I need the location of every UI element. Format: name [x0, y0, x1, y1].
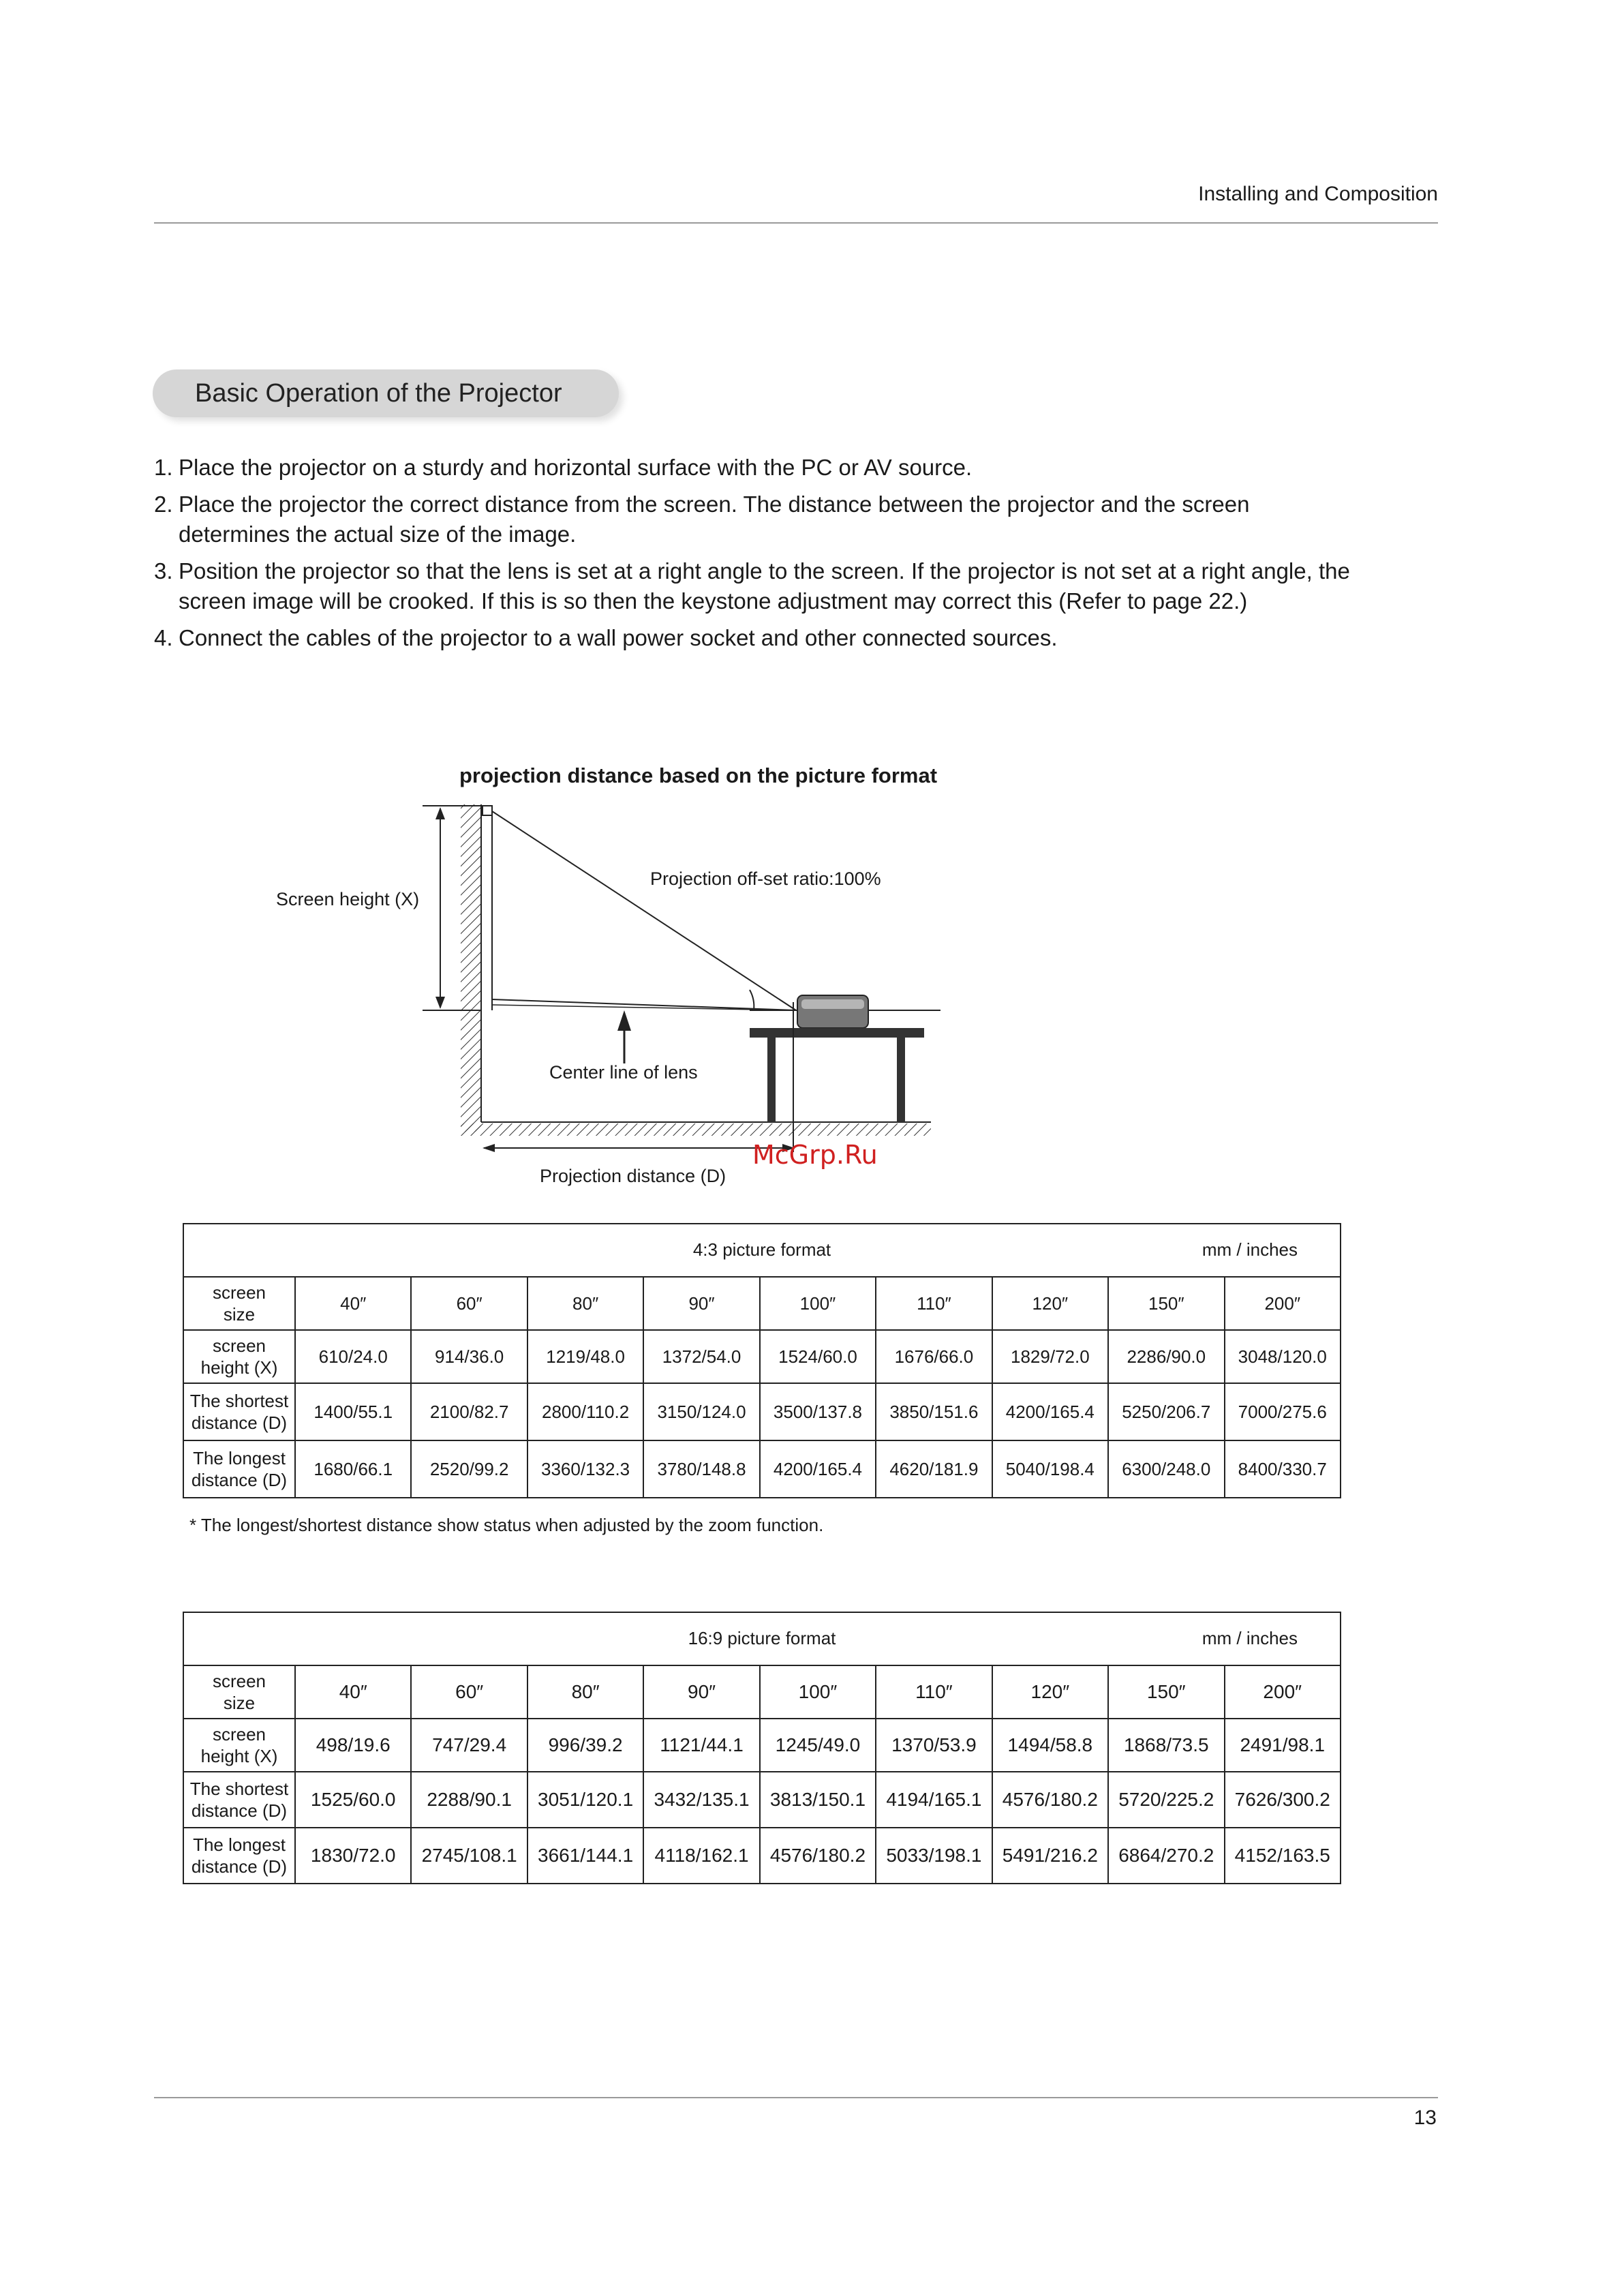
row-label: screen height (X) [183, 1330, 295, 1383]
table-cell: 1829/72.0 [992, 1330, 1108, 1383]
format-title: 16:9 picture format [688, 1628, 836, 1648]
table-cell: 1370/53.9 [876, 1719, 992, 1772]
table-title-row [183, 1612, 1341, 1665]
table-cell: 1830/72.0 [295, 1828, 411, 1884]
table-cell: 2491/98.1 [1225, 1719, 1341, 1772]
table-cell: 1676/66.0 [876, 1330, 992, 1383]
size-cell: 100″ [760, 1665, 876, 1719]
table-cell: 3850/151.6 [876, 1383, 992, 1440]
size-cell: 60″ [411, 1277, 527, 1330]
table-cell: 1525/60.0 [295, 1772, 411, 1828]
step-text: Place the projector the correct distance from the screen. The distance between the projector and the screen determines the actual size of the image. [179, 492, 1250, 547]
table-cell: 7626/300.2 [1225, 1772, 1341, 1828]
page-number: 13 [1413, 2106, 1437, 2129]
wall [461, 804, 481, 1132]
size-cell: 80″ [527, 1665, 643, 1719]
angle-arc [750, 990, 754, 1010]
table-cell: 8400/330.7 [1225, 1440, 1341, 1498]
header-rule [154, 222, 1438, 224]
list-item [154, 623, 1353, 653]
table-leg-left [767, 1038, 776, 1122]
table-cell: 7000/275.6 [1225, 1383, 1341, 1440]
table-cell: 610/24.0 [295, 1330, 411, 1383]
table-cell: 3500/137.8 [760, 1383, 876, 1440]
row-label: screen size [183, 1665, 295, 1719]
table-row [183, 1719, 1341, 1772]
size-cell: 110″ [876, 1665, 992, 1719]
table-cell: 1494/58.8 [992, 1719, 1108, 1772]
list-item [154, 489, 1353, 549]
table-cell: 4118/162.1 [643, 1828, 759, 1884]
table-cell: 3432/135.1 [643, 1772, 759, 1828]
table-title-row [183, 1224, 1341, 1277]
table-cell: 2520/99.2 [411, 1440, 527, 1498]
table-16-9 [183, 1612, 1341, 1884]
row-label: screen size [183, 1277, 295, 1330]
table-cell: 4152/163.5 [1225, 1828, 1341, 1884]
table-cell: 4576/180.2 [760, 1828, 876, 1884]
table-row [183, 1772, 1341, 1828]
table-4-3 [183, 1223, 1341, 1498]
format-title: 4:3 picture format [692, 1239, 831, 1260]
table-row [183, 1330, 1341, 1383]
step-number: 3. [154, 558, 173, 584]
step-number: 2. [154, 492, 173, 517]
step-text: Place the projector on a sturdy and horizontal surface with the PC or AV source. [179, 455, 973, 480]
table-row [183, 1828, 1341, 1884]
row-label: The longest distance (D) [183, 1828, 295, 1884]
size-cell: 60″ [411, 1665, 527, 1719]
table-row [183, 1383, 1341, 1440]
table-cell: 2100/82.7 [411, 1383, 527, 1440]
unit-label: mm / inches [1202, 1239, 1298, 1260]
table-cell: 5250/206.7 [1108, 1383, 1224, 1440]
table-cell: 1400/55.1 [295, 1383, 411, 1440]
distance-arrow-left [483, 1144, 495, 1152]
table-cell: 1121/44.1 [643, 1719, 759, 1772]
table-cell: 2288/90.1 [411, 1772, 527, 1828]
table-cell: 2745/108.1 [411, 1828, 527, 1884]
list-item [154, 556, 1353, 616]
offset-ratio-label: Projection off-set ratio:100% [650, 868, 881, 889]
size-cell: 40″ [295, 1277, 411, 1330]
table-cell: 3360/132.3 [527, 1440, 643, 1498]
table-cell: 6300/248.0 [1108, 1440, 1224, 1498]
height-arrow-up [435, 807, 445, 819]
table-cell: 3051/120.1 [527, 1772, 643, 1828]
table-cell: 1524/60.0 [760, 1330, 876, 1383]
footer-rule [154, 2097, 1438, 2098]
step-text: Position the projector so that the lens is set at a right angle to the screen. If the projector is not set at a right angle, the screen image will be crooked. If this is so then the keystone adjustment may correct this (Refer to page 22.) [179, 558, 1350, 614]
row-label: screen height (X) [183, 1719, 295, 1772]
screen-top-marker [483, 806, 492, 815]
center-arrow-head [617, 1010, 631, 1031]
running-header: Installing and Composition [1198, 183, 1438, 205]
table-cell: 2286/90.0 [1108, 1330, 1224, 1383]
table-cell: 3813/150.1 [760, 1772, 876, 1828]
table-cell: 3150/124.0 [643, 1383, 759, 1440]
section-title-pill [153, 369, 619, 417]
size-cell: 40″ [295, 1665, 411, 1719]
table-cell: 1868/73.5 [1108, 1719, 1224, 1772]
watermark: McGrp.Ru [752, 1140, 878, 1170]
table-cell: 2800/110.2 [527, 1383, 643, 1440]
height-arrow-down [435, 997, 445, 1009]
size-cell: 200″ [1225, 1665, 1341, 1719]
table-cell: 1372/54.0 [643, 1330, 759, 1383]
size-cell: 110″ [876, 1277, 992, 1330]
table-cell: 1680/66.1 [295, 1440, 411, 1498]
table-cell: 4620/181.9 [876, 1440, 992, 1498]
table-cell: 996/39.2 [527, 1719, 643, 1772]
row-label: The shortest distance (D) [183, 1772, 295, 1828]
projector-highlight [801, 999, 864, 1009]
table-row [183, 1665, 1341, 1719]
floor [461, 1123, 931, 1136]
table-row [183, 1277, 1341, 1330]
size-cell: 90″ [643, 1277, 759, 1330]
step-text: Connect the cables of the projector to a wall power socket and other connected sources. [179, 625, 1058, 650]
center-line-label: Center line of lens [549, 1062, 698, 1083]
footnote: * The longest/shortest distance show status when adjusted by the zoom function. [189, 1515, 824, 1535]
table-top [750, 1028, 924, 1038]
size-cell: 80″ [527, 1277, 643, 1330]
screen-height-label: Screen height (X) [276, 889, 420, 909]
projection-bottom-ray [492, 999, 796, 1010]
table-cell: 914/36.0 [411, 1330, 527, 1383]
distance-label: Projection distance (D) [540, 1166, 726, 1186]
row-label: The longest distance (D) [183, 1440, 295, 1498]
size-cell: 150″ [1108, 1277, 1224, 1330]
table-cell: 1245/49.0 [760, 1719, 876, 1772]
size-cell: 120″ [992, 1665, 1108, 1719]
projection-top-ray [492, 811, 796, 1010]
step-number: 1. [154, 455, 173, 480]
table-cell: 5720/225.2 [1108, 1772, 1224, 1828]
list-item [154, 453, 1353, 483]
table-row [183, 1440, 1341, 1498]
table-cell: 747/29.4 [411, 1719, 527, 1772]
table-cell: 3048/120.0 [1225, 1330, 1341, 1383]
section-title: Basic Operation of the Projector [195, 379, 562, 408]
size-cell: 90″ [643, 1665, 759, 1719]
table-cell: 3661/144.1 [527, 1828, 643, 1884]
size-cell: 120″ [992, 1277, 1108, 1330]
step-number: 4. [154, 625, 173, 650]
table-cell: 5033/198.1 [876, 1828, 992, 1884]
size-cell: 100″ [760, 1277, 876, 1330]
table-cell: 4200/165.4 [992, 1383, 1108, 1440]
table-cell: 5040/198.4 [992, 1440, 1108, 1498]
table-cell: 498/19.6 [295, 1719, 411, 1772]
projection-center-ray [492, 1005, 796, 1010]
table-cell: 1219/48.0 [527, 1330, 643, 1383]
unit-label: mm / inches [1202, 1628, 1298, 1648]
table-cell: 4194/165.1 [876, 1772, 992, 1828]
steps-list [154, 453, 1353, 660]
table-leg-right [897, 1038, 905, 1122]
table-cell: 3780/148.8 [643, 1440, 759, 1498]
table-cell: 4200/165.4 [760, 1440, 876, 1498]
table-cell: 6864/270.2 [1108, 1828, 1224, 1884]
table-cell: 4576/180.2 [992, 1772, 1108, 1828]
size-cell: 150″ [1108, 1665, 1224, 1719]
table-cell: 5491/216.2 [992, 1828, 1108, 1884]
size-cell: 200″ [1225, 1277, 1341, 1330]
row-label: The shortest distance (D) [183, 1383, 295, 1440]
diagram-title: projection distance based on the picture format [459, 764, 938, 787]
